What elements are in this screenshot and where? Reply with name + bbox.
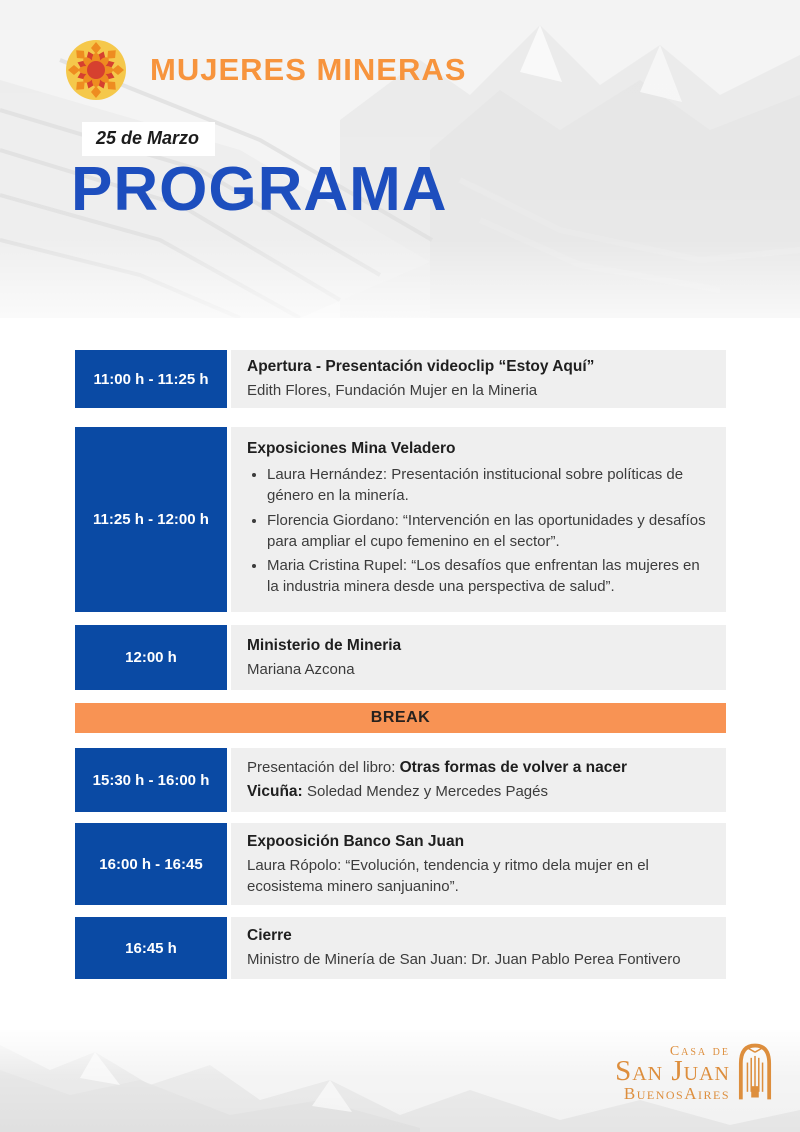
schedule-row <box>75 427 726 612</box>
session-text-line: Ministerio de Mineria <box>247 636 402 654</box>
session-time: 15:30 h - 16:00 h <box>75 748 227 812</box>
casa-logo-line-casa-de: Casa de <box>669 1044 730 1060</box>
session-time: 12:00 h <box>75 625 227 690</box>
session-time: 16:45 h <box>75 917 227 979</box>
bullet-item: • Florencia Giordano: “Intervención en las oportunidades y desafíos para ampliar el cupo femenino en el sector”. <box>267 510 714 553</box>
casa-logo-line-buenos-aires: BuenosAires <box>623 1083 730 1103</box>
schedule-row <box>75 350 726 408</box>
session-text-line: Cierre <box>247 927 292 945</box>
session-text-line: Edith Flores, Fundación Mujer en la Mineria <box>247 382 538 400</box>
bullet-item: • Laura Hernández: Presentación institucional sobre políticas de género en la minería. <box>267 464 714 507</box>
schedule-row <box>75 625 726 690</box>
schedule-row <box>75 823 726 905</box>
casa-logo-line-san-juan: San Juan <box>615 1055 730 1088</box>
brand-title: MUJERES MINERAS <box>150 52 467 87</box>
session-text-line: Expoosición Banco San Juan <box>247 832 465 850</box>
date-badge: 25 de Marzo <box>82 122 215 156</box>
footer-section <box>0 1030 800 1132</box>
session-text-line: Exposiciones Mina Veladero <box>247 440 456 457</box>
break-bar: BREAK <box>75 703 726 733</box>
casa-san-juan-logo <box>615 1042 772 1102</box>
session-content <box>231 427 726 612</box>
session-text-line: Presentación del libro: Otras formas de volver a nacer <box>247 759 628 776</box>
arch-door-icon <box>738 1042 772 1102</box>
page-title: PROGRAMA <box>71 155 448 224</box>
session-content <box>231 625 726 690</box>
session-time: 11:25 h - 12:00 h <box>75 427 227 612</box>
casa-logo-text <box>615 1045 730 1102</box>
session-content <box>231 823 726 905</box>
session-text-line: Mariana Azcona <box>247 660 355 678</box>
bullet-item: • Maria Cristina Rupel: “Los desafíos que enfrentan las mujeres en la industria minera desde una perspectiva de salud”. <box>267 555 714 598</box>
session-time: 16:00 h - 16:45 <box>75 823 227 905</box>
session-time: 11:00 h - 11:25 h <box>75 350 227 408</box>
session-content <box>231 748 726 812</box>
session-text-line: Vicuña: Soledad Mendez y Mercedes Pagés <box>247 783 548 800</box>
schedule <box>75 350 726 979</box>
session-content <box>231 350 726 408</box>
session-content <box>231 917 726 979</box>
brand-row <box>64 38 466 102</box>
mujeres-mineras-flower-logo-icon <box>64 38 128 102</box>
session-text-line: Laura Rópolo: “Evolución, tendencia y ritmo dela mujer en el ecosistema minero sanjuanino”. <box>247 856 649 895</box>
schedule-row <box>75 748 726 812</box>
schedule-row <box>75 917 726 979</box>
session-text-line: Ministro de Minería de San Juan: Dr. Juan Pablo Perea Fontivero <box>247 951 681 969</box>
session-text-line: Apertura - Presentación videoclip “Estoy Aquí” <box>247 358 595 376</box>
hero-section <box>0 0 800 318</box>
session-bullet-list <box>267 464 714 601</box>
